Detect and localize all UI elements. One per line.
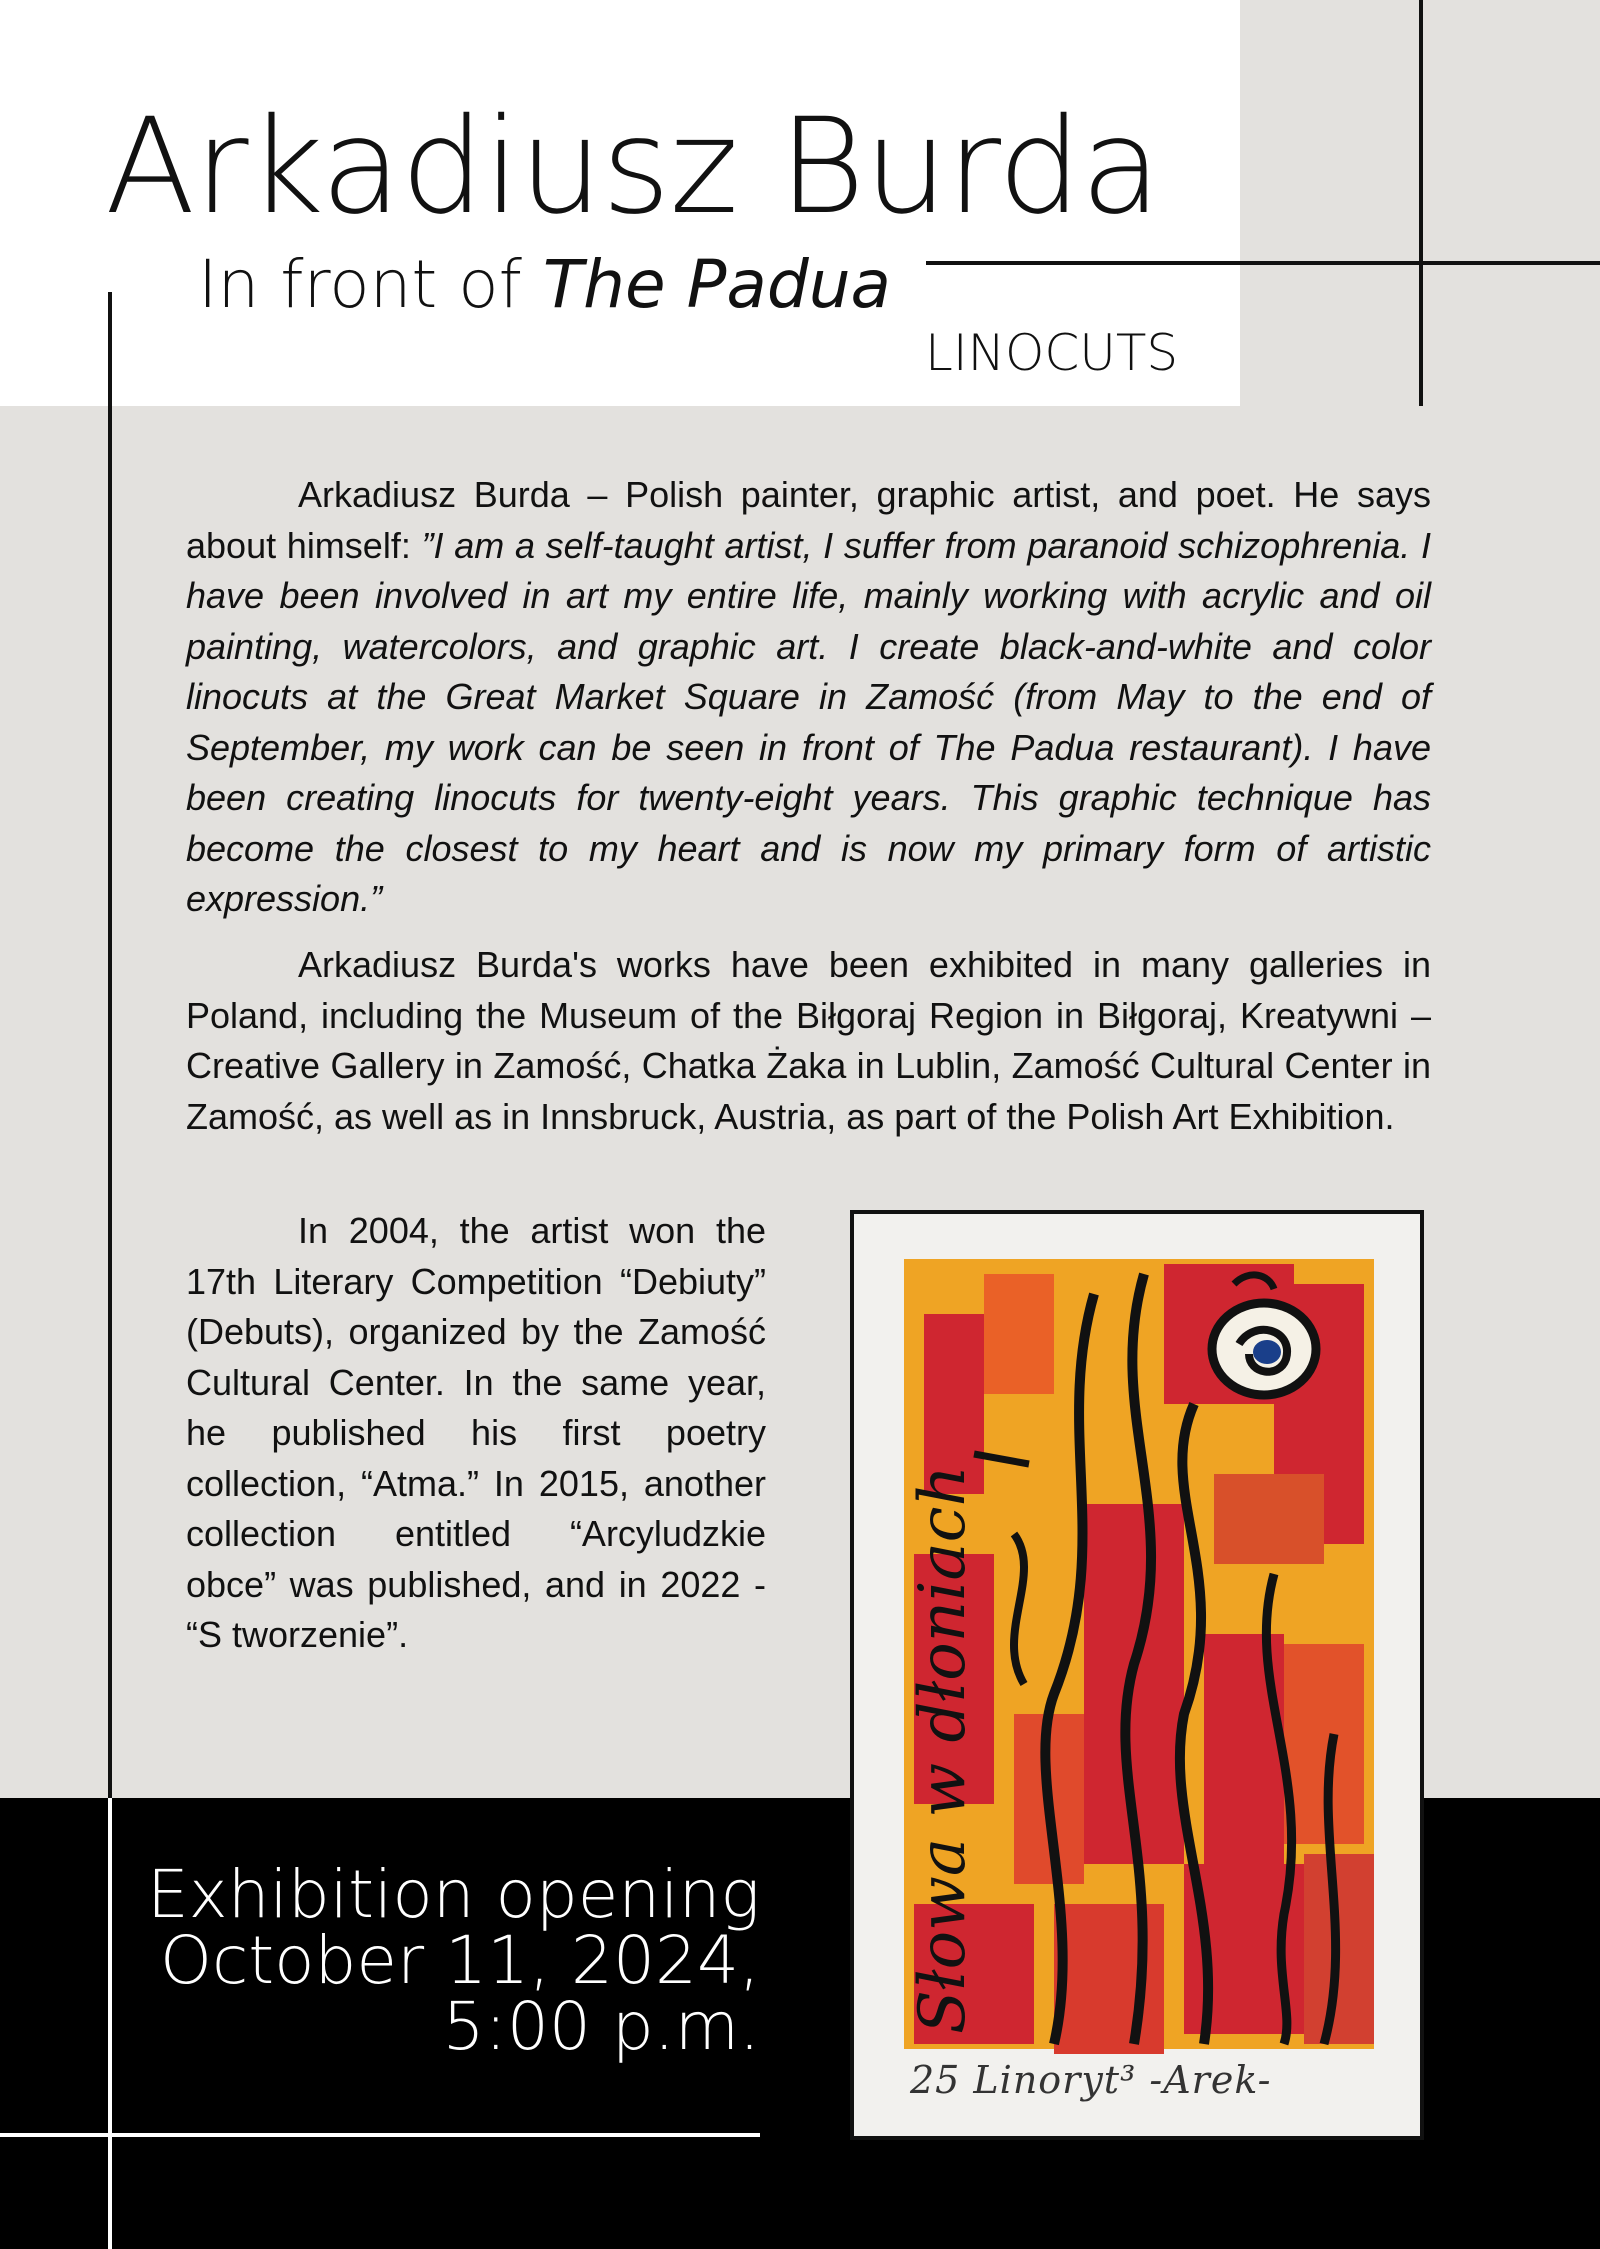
medium-label: LINOCUTS (925, 324, 1179, 382)
opening-time: 5:00 p.m. (442, 1988, 760, 2065)
header-horizontal-rule (926, 261, 1600, 265)
artwork-inscription: Słowa w dłoniach (906, 1465, 980, 2034)
artwork-caption: 25 Linoryt³ -Arek- (910, 2058, 1272, 2102)
subtitle-prefix: In front of (198, 246, 543, 323)
opening-date: October 11, 2024, (160, 1922, 760, 1999)
band-horizontal-rule (0, 2133, 760, 2137)
bio-quote: ”I am a self-taught artist, I suffer from paranoid schizophrenia. I have been involved in art my entire life, mainly working with acrylic and oil painting, watercolors, and graphic art. I create black-and-white and color linocuts at the Great Market Square in Zamość (from May to the end of September, my work can be seen in front of The Padua restaurant). I have been creating linocuts for twenty-eight years. This graphic technique has become the closest to my heart and is now my primary form of artistic expression.” (186, 524, 1431, 919)
linocut-artwork-image (854, 1214, 1420, 2136)
opening-heading: Exhibition opening (146, 1856, 760, 1933)
right-vertical-rule (1419, 0, 1423, 406)
subtitle-venue: The Padua (542, 246, 892, 323)
linocut-artwork-frame (850, 1210, 1424, 2140)
bio-intro: Arkadiusz Burda – Polish painter, graphic artist, and poet. He says about himself: (186, 474, 1431, 566)
exhibition-subtitle (198, 245, 891, 325)
exhibition-opening-info (140, 1856, 760, 2065)
bio-paragraph-3: In 2004, the artist won the 17th Literary Competition “Debiuty” (Debuts), organized by the Zamość Cultural Center. In the same year, he published his first poetry collection, “Atma.” In 2015, another collection entitled “Arcyludzkie obce” was published, and in 2022 - “S tworzenie”. (186, 1210, 766, 1655)
artist-name-title: Arkadiusz Burda (105, 90, 1161, 244)
bio-paragraph-1 (186, 470, 1431, 925)
header-box (0, 0, 1240, 406)
band-vertical-rule (108, 1798, 112, 2249)
bio-paragraph-2: Arkadiusz Burda's works have been exhibited in many galleries in Poland, including the Museum of the Biłgoraj Region in Biłgoraj, Kreatywni – Creative Gallery in Zamość, Chatka Żaka in Lublin, Zamość Cultural Center in Zamość, as well as in Innsbruck, Austria, as part of the Polish Art Exhibition. (186, 944, 1431, 1137)
